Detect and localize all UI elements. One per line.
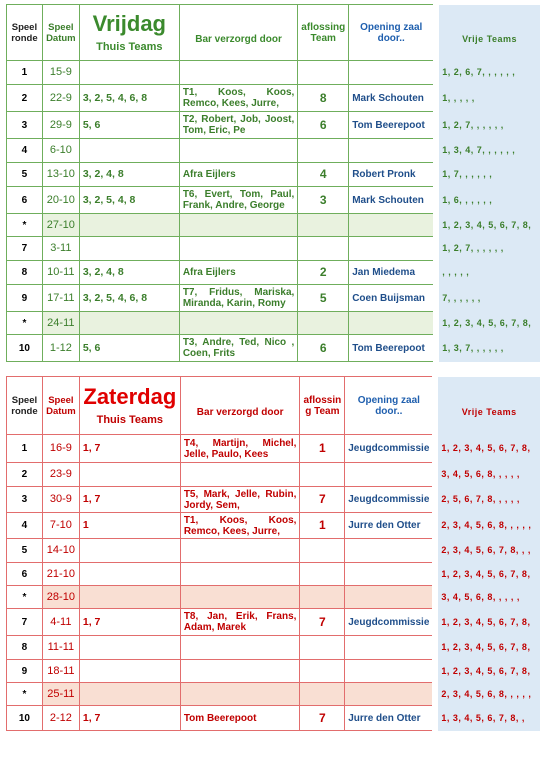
thuis-teams-cell	[79, 61, 179, 85]
aflossing-cell	[300, 660, 345, 683]
vrije-teams-cell: 2, 5, 6, 7, 8, , , , ,	[435, 487, 540, 513]
aflossing-cell	[298, 214, 349, 237]
aflossing-cell: 2	[298, 261, 349, 285]
header-aflossing: aflossin g Team	[300, 377, 345, 435]
opening-cell: Jeugdcommissie	[345, 609, 436, 636]
thuis-teams-cell: 1	[79, 513, 180, 539]
datum-cell: 24-11	[42, 312, 79, 335]
bar-cell: T1, Koos, Koos, Remco, Kees, Jurre,	[180, 513, 300, 539]
day-title: Vrijdag	[92, 11, 166, 36]
thuis-teams-cell: 3, 2, 4, 8	[79, 163, 179, 187]
opening-cell: Tom Beerepoot	[349, 112, 437, 139]
table-row	[7, 435, 540, 463]
ronde-cell: 1	[7, 435, 43, 463]
aflossing-cell: 1	[300, 435, 345, 463]
bar-cell	[180, 539, 300, 563]
opening-cell	[345, 586, 436, 609]
thuis-teams-cell: 1, 7	[79, 487, 180, 513]
table-row	[7, 187, 540, 214]
bar-cell: Afra Eijlers	[179, 261, 297, 285]
saturday-schedule-table	[6, 376, 540, 731]
header-opening: Opening zaal door..	[349, 5, 437, 61]
table-row	[7, 609, 540, 636]
ronde-cell: 5	[7, 163, 43, 187]
table-row	[7, 706, 540, 731]
table-row	[7, 636, 540, 660]
opening-cell: Jeugdcommissie	[345, 487, 436, 513]
bar-cell: T8, Jan, Erik, Frans, Adam, Marek	[180, 609, 300, 636]
table-row	[7, 586, 540, 609]
datum-cell: 2-12	[42, 706, 79, 731]
aflossing-cell: 5	[298, 285, 349, 312]
bar-cell	[179, 214, 297, 237]
header-ronde: Speel ronde	[7, 377, 43, 435]
thuis-teams-cell	[79, 139, 179, 163]
opening-cell: Jurre den Otter	[345, 706, 436, 731]
bar-cell: T7, Fridus, Mariska, Miranda, Karin, Romy	[179, 285, 297, 312]
thuis-teams-cell	[79, 214, 179, 237]
table-row	[7, 513, 540, 539]
table-row	[7, 85, 540, 112]
ronde-cell: 7	[7, 237, 43, 261]
vrije-teams-cell: 1, 2, 3, 4, 5, 6, 7, 8,	[435, 435, 540, 463]
ronde-cell: *	[7, 586, 43, 609]
thuis-teams-cell	[79, 636, 180, 660]
vrije-teams-cell: 1, , , , ,	[436, 85, 540, 112]
thuis-teams-cell: 1, 7	[79, 706, 180, 731]
saturday-rows	[7, 435, 540, 731]
vrije-teams-cell: 1, 2, 3, 4, 5, 6, 7, 8,	[435, 563, 540, 586]
friday-rows	[7, 61, 540, 362]
vrije-teams-cell: 1, 2, 3, 4, 5, 6, 7, 8,	[435, 660, 540, 683]
datum-cell: 1-12	[42, 335, 79, 362]
table-row	[7, 312, 540, 335]
datum-cell: 7-10	[42, 513, 79, 539]
header-thuis: Thuis Teams	[96, 41, 163, 53]
thuis-teams-cell	[79, 237, 179, 261]
thuis-teams-cell	[79, 683, 180, 706]
ronde-cell: 5	[7, 539, 43, 563]
bar-cell: T4, Martijn, Michel, Jelle, Paulo, Kees	[180, 435, 300, 463]
ronde-cell: 3	[7, 487, 43, 513]
opening-cell	[345, 463, 436, 487]
thuis-teams-cell: 5, 6	[79, 112, 179, 139]
vrije-teams-cell: 7, , , , , ,	[436, 285, 540, 312]
bar-cell	[180, 586, 300, 609]
vrije-teams-cell: 1, 2, 3, 4, 5, 6, 7, 8,	[435, 609, 540, 636]
aflossing-cell	[300, 463, 345, 487]
vrije-teams-cell: 2, 3, 4, 5, 6, 8, , , , ,	[435, 513, 540, 539]
header-opening: Opening zaal door..	[345, 377, 436, 435]
vrije-teams-cell: 1, 2, 6, 7, , , , , ,	[436, 61, 540, 85]
vrije-teams-cell: 2, 3, 4, 5, 6, 7, 8, , ,	[435, 539, 540, 563]
vrije-teams-cell: 1, 3, 4, 7, , , , , ,	[436, 139, 540, 163]
opening-cell	[349, 237, 437, 261]
opening-cell	[349, 61, 437, 85]
vrije-teams-cell: 1, 7, , , , , ,	[436, 163, 540, 187]
vrije-teams-cell: 3, 4, 5, 6, 8, , , , ,	[435, 586, 540, 609]
thuis-teams-cell: 3, 2, 4, 8	[79, 261, 179, 285]
ronde-cell: 9	[7, 285, 43, 312]
table-row	[7, 214, 540, 237]
ronde-cell: 8	[7, 636, 43, 660]
bar-cell	[179, 61, 297, 85]
datum-cell: 16-9	[42, 435, 79, 463]
friday-schedule-table	[6, 4, 540, 362]
datum-cell: 10-11	[42, 261, 79, 285]
thuis-teams-cell	[79, 563, 180, 586]
day-title: Zaterdag	[83, 384, 177, 409]
vrije-teams-cell: 1, 6, , , , , ,	[436, 187, 540, 214]
table-row	[7, 463, 540, 487]
header-bar: Bar verzorgd door	[179, 5, 297, 61]
header-day-cell	[79, 377, 180, 435]
header-vrije: Vrije Teams	[436, 5, 540, 61]
header-bar: Bar verzorgd door	[180, 377, 300, 435]
ronde-cell: 4	[7, 513, 43, 539]
ronde-cell: 3	[7, 112, 43, 139]
ronde-cell: *	[7, 214, 43, 237]
datum-cell: 27-10	[42, 214, 79, 237]
table-row	[7, 539, 540, 563]
aflossing-cell	[300, 563, 345, 586]
opening-cell: Robert Pronk	[349, 163, 437, 187]
thuis-teams-cell: 5, 6	[79, 335, 179, 362]
opening-cell: Jeugdcommissie	[345, 435, 436, 463]
opening-cell	[345, 660, 436, 683]
ronde-cell: 8	[7, 261, 43, 285]
vrije-teams-cell: 1, 3, 7, , , , , ,	[436, 335, 540, 362]
opening-cell	[345, 563, 436, 586]
datum-cell: 21-10	[42, 563, 79, 586]
bar-cell	[180, 636, 300, 660]
table-row	[7, 261, 540, 285]
opening-cell: Tom Beerepoot	[349, 335, 437, 362]
datum-cell: 22-9	[42, 85, 79, 112]
table-row	[7, 660, 540, 683]
table-row	[7, 563, 540, 586]
ronde-cell: 2	[7, 85, 43, 112]
ronde-cell: 4	[7, 139, 43, 163]
datum-cell: 14-10	[42, 539, 79, 563]
table-row	[7, 139, 540, 163]
vrije-teams-cell: 1, 2, 3, 4, 5, 6, 7, 8,	[436, 312, 540, 335]
ronde-cell: 10	[7, 706, 43, 731]
aflossing-cell: 3	[298, 187, 349, 214]
ronde-cell: 6	[7, 187, 43, 214]
bar-cell	[180, 660, 300, 683]
vrije-teams-cell: 2, 3, 4, 5, 6, 8, , , , ,	[435, 683, 540, 706]
thuis-teams-cell: 1, 7	[79, 435, 180, 463]
ronde-cell: 9	[7, 660, 43, 683]
opening-cell: Jan Miedema	[349, 261, 437, 285]
table-row	[7, 487, 540, 513]
saturday-header-row	[7, 377, 540, 435]
bar-cell: Afra Eijlers	[179, 163, 297, 187]
opening-cell	[349, 312, 437, 335]
bar-cell: T1, Koos, Koos, Remco, Kees, Jurre,	[179, 85, 297, 112]
vrije-teams-cell: 1, 2, 3, 4, 5, 6, 7, 8,	[436, 214, 540, 237]
opening-cell	[349, 139, 437, 163]
table-row	[7, 285, 540, 312]
datum-cell: 11-11	[42, 636, 79, 660]
datum-cell: 18-11	[42, 660, 79, 683]
header-ronde: Speel ronde	[7, 5, 43, 61]
aflossing-cell	[300, 683, 345, 706]
ronde-cell: 2	[7, 463, 43, 487]
table-row	[7, 61, 540, 85]
datum-cell: 25-11	[42, 683, 79, 706]
bar-cell	[179, 237, 297, 261]
opening-cell	[345, 636, 436, 660]
ronde-cell: 6	[7, 563, 43, 586]
vrije-teams-cell: 1, 2, 3, 4, 5, 6, 7, 8,	[435, 636, 540, 660]
datum-cell: 6-10	[42, 139, 79, 163]
vrije-teams-cell: 1, 3, 4, 5, 6, 7, 8, ,	[435, 706, 540, 731]
aflossing-cell: 6	[298, 335, 349, 362]
table-row	[7, 163, 540, 187]
ronde-cell: 7	[7, 609, 43, 636]
header-vrije: Vrije Teams	[435, 377, 540, 435]
opening-cell: Jurre den Otter	[345, 513, 436, 539]
ronde-cell: *	[7, 683, 43, 706]
opening-cell: Coen Buijsman	[349, 285, 437, 312]
aflossing-cell	[298, 312, 349, 335]
datum-cell: 15-9	[42, 61, 79, 85]
datum-cell: 17-11	[42, 285, 79, 312]
datum-cell: 28-10	[42, 586, 79, 609]
aflossing-cell: 1	[300, 513, 345, 539]
datum-cell: 13-10	[42, 163, 79, 187]
thuis-teams-cell: 3, 2, 5, 4, 6, 8	[79, 85, 179, 112]
header-day-cell	[79, 5, 179, 61]
thuis-teams-cell	[79, 660, 180, 683]
header-thuis: Thuis Teams	[96, 414, 164, 426]
datum-cell: 3-11	[42, 237, 79, 261]
ronde-cell: 1	[7, 61, 43, 85]
bar-cell	[179, 139, 297, 163]
bar-cell	[180, 683, 300, 706]
header-aflossing: aflossing Team	[298, 5, 349, 61]
table-row	[7, 335, 540, 362]
bar-cell: Tom Beerepoot	[180, 706, 300, 731]
thuis-teams-cell: 3, 2, 5, 4, 6, 8	[79, 285, 179, 312]
datum-cell: 30-9	[42, 487, 79, 513]
thuis-teams-cell	[79, 586, 180, 609]
bar-cell: T6, Evert, Tom, Paul, Frank, Andre, George	[179, 187, 297, 214]
bar-cell	[180, 563, 300, 586]
aflossing-cell	[298, 237, 349, 261]
opening-cell: Mark Schouten	[349, 187, 437, 214]
opening-cell: Mark Schouten	[349, 85, 437, 112]
opening-cell	[345, 683, 436, 706]
table-row	[7, 237, 540, 261]
aflossing-cell	[298, 61, 349, 85]
aflossing-cell	[300, 539, 345, 563]
aflossing-cell: 4	[298, 163, 349, 187]
opening-cell	[345, 539, 436, 563]
opening-cell	[349, 214, 437, 237]
friday-header-row	[7, 5, 540, 61]
header-datum: Speel Datum	[42, 5, 79, 61]
aflossing-cell: 6	[298, 112, 349, 139]
ronde-cell: *	[7, 312, 43, 335]
aflossing-cell	[298, 139, 349, 163]
table-row	[7, 112, 540, 139]
vrije-teams-cell: , , , , ,	[436, 261, 540, 285]
vrije-teams-cell: 1, 2, 7, , , , , ,	[436, 112, 540, 139]
header-datum: Speel Datum	[42, 377, 79, 435]
bar-cell: T5, Mark, Jelle, Rubin, Jordy, Sem,	[180, 487, 300, 513]
datum-cell: 20-10	[42, 187, 79, 214]
thuis-teams-cell: 1, 7	[79, 609, 180, 636]
thuis-teams-cell	[79, 463, 180, 487]
thuis-teams-cell	[79, 539, 180, 563]
thuis-teams-cell	[79, 312, 179, 335]
aflossing-cell	[300, 636, 345, 660]
aflossing-cell: 7	[300, 609, 345, 636]
vrije-teams-cell: 1, 2, 7, , , , , ,	[436, 237, 540, 261]
thuis-teams-cell: 3, 2, 5, 4, 8	[79, 187, 179, 214]
aflossing-cell	[300, 586, 345, 609]
bar-cell	[180, 463, 300, 487]
datum-cell: 23-9	[42, 463, 79, 487]
ronde-cell: 10	[7, 335, 43, 362]
bar-cell	[179, 312, 297, 335]
datum-cell: 4-11	[42, 609, 79, 636]
table-row	[7, 683, 540, 706]
bar-cell: T2, Robert, Job, Joost, Tom, Eric, Pe	[179, 112, 297, 139]
aflossing-cell: 8	[298, 85, 349, 112]
datum-cell: 29-9	[42, 112, 79, 139]
vrije-teams-cell: 3, 4, 5, 6, 8, , , , ,	[435, 463, 540, 487]
bar-cell: T3, Andre, Ted, Nico , Coen, Frits	[179, 335, 297, 362]
aflossing-cell: 7	[300, 487, 345, 513]
aflossing-cell: 7	[300, 706, 345, 731]
